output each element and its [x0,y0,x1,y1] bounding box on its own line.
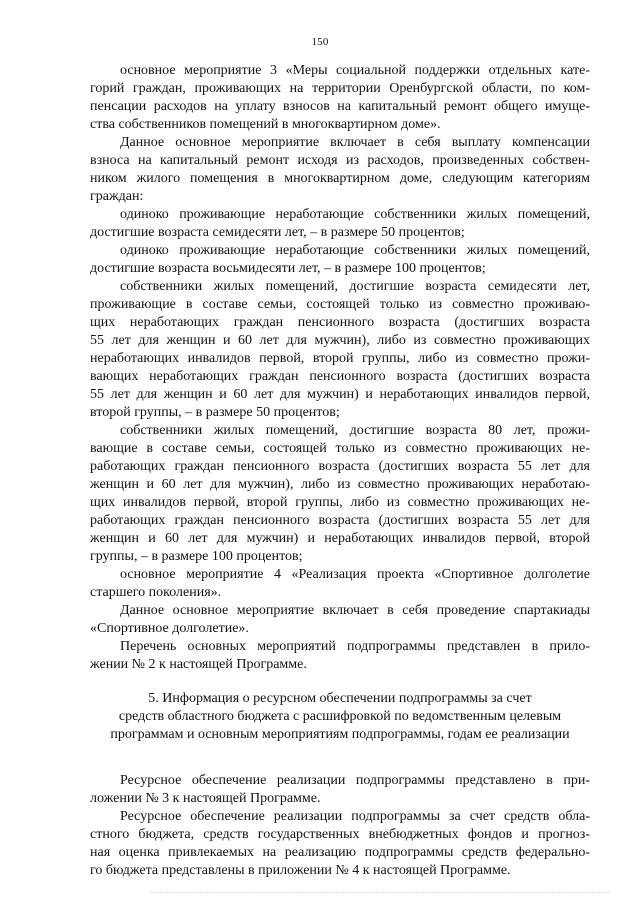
paragraph-family-70 [90,278,590,422]
text-line: Перечень основных мероприятий подпрограммы представлен в прило- [120,639,590,654]
text-line: проживающие в составе семьи, состоящей только из совместно проживаю- [90,297,590,312]
text-line: граждан: [90,189,144,204]
paragraph-measure-3-description [90,134,590,206]
text-line: Ресурсное обеспечение реализации подпрограммы за счет средств обла- [120,809,590,824]
text-line: Данное основное мероприятие включает в себя проведение спартакиады [120,603,590,618]
section-heading [90,690,590,744]
paragraph-measure-4 [90,566,590,602]
text-line: щих инвалидов первой, второй группы, либо из совместно проживающих не- [90,495,590,510]
text-line: пенсации расходов на уплату взносов на капитальный ремонт общего имуще- [90,99,590,114]
heading-line: средств областного бюджета с расшифровкой по ведомственным целевым [118,709,562,724]
text-line: основное мероприятие 3 «Меры социальной поддержки отдельных кате- [120,63,590,78]
text-line: собственники жилых помещений, достигшие возраста семидесяти лет, [120,279,590,294]
text-line: Данное основное мероприятие включает в себя выплату компенсации [120,135,590,150]
text-line: 55 лет для женщин и 60 лет для мужчин) и неработающих инвалидов первой, [90,387,590,402]
text-line: взноса на капитальный ремонт исходя из расходов, произведенных собствен- [90,153,590,168]
text-line: достигшие возраста семидесяти лет, – в размере 50 процентов; [90,225,465,240]
text-line: неработающих инвалидов первой, второй группы, либо из совместно прожи- [90,351,590,366]
text-line: го бюджета представлены в приложении № 4 к настоящей Программе. [90,863,511,878]
text-line: щих неработающих граждан пенсионного возраста (достигших возраста [90,315,590,330]
paragraph-category-80 [90,242,590,278]
text-line: ная оценка привлекаемых на реализацию подпрограммы средств федерально- [90,845,590,860]
scan-footer-artifact [150,892,610,899]
text-line: стного бюджета, средств государственных внебюджетных фондов и прогноз- [90,827,590,842]
paragraph-resources [90,772,590,808]
document-body [90,62,590,880]
text-line: вающие в составе семьи, состоящей только из совместно проживающих не- [90,441,590,456]
text-line: работающих граждан пенсионного возраста (достигших возраста 55 лет для [90,513,590,528]
text-line: 55 лет для женщин и 60 лет для мужчин), либо из совместно проживающих [90,333,590,348]
text-line: женщин и 60 лет для мужчин) и неработающих инвалидов первой, второй [90,531,590,546]
heading-line: 5. Информация о ресурсном обеспечении подпрограммы за счет [148,691,532,706]
paragraph-category-70 [90,206,590,242]
text-line: работающих граждан пенсионного возраста (достигших возраста 55 лет для [90,459,590,474]
section-gap [90,744,590,772]
text-line: старшего поколения». [90,585,222,600]
paragraph-measures-list [90,638,590,674]
text-line: женщин и 60 лет для мужчин), либо из совместно проживающих неработаю- [90,477,590,492]
text-line: достигшие возраста восьмидесяти лет, – в размере 100 процентов; [90,261,486,276]
text-line: жении № 2 к настоящей Программе. [90,657,307,672]
text-line: вающих неработающих граждан пенсионного возраста (достигших возраста [90,369,590,384]
section-gap [90,674,590,690]
text-line: основное мероприятие 4 «Реализация проекта «Спортивное долголетие [120,567,590,582]
text-line: ником жилого помещения в многоквартирном доме, следующим категориям [90,171,590,186]
text-line: второй группы, – в размере 50 процентов; [90,405,340,420]
text-line: горий граждан, проживающих на территории Оренбургской области, по ком- [90,81,590,96]
text-line: собственники жилых помещений, достигшие возраста 80 лет, прожи- [120,423,590,438]
page-number: 150 [311,36,329,48]
text-line: одиноко проживающие неработающие собственники жилых помещений, [120,243,590,258]
paragraph-family-80 [90,422,590,566]
text-line: Ресурсное обеспечение реализации подпрограммы представлено в при- [120,773,590,788]
heading-line: программам и основным мероприятиям подпрограммы, годам ее реализации [110,727,570,742]
text-line: «Спортивное долголетие». [90,621,249,636]
paragraph-measure-4-description [90,602,590,638]
text-line: одиноко проживающие неработающие собственники жилых помещений, [120,207,590,222]
paragraph-measure-3 [90,62,590,134]
paragraph-resources-budget [90,808,590,880]
text-line: ложении № 3 к настоящей Программе. [90,791,321,806]
text-line: ства собственников помещений в многоквартирном доме». [90,117,441,132]
text-line: группы, – в размере 100 процентов; [90,549,303,564]
